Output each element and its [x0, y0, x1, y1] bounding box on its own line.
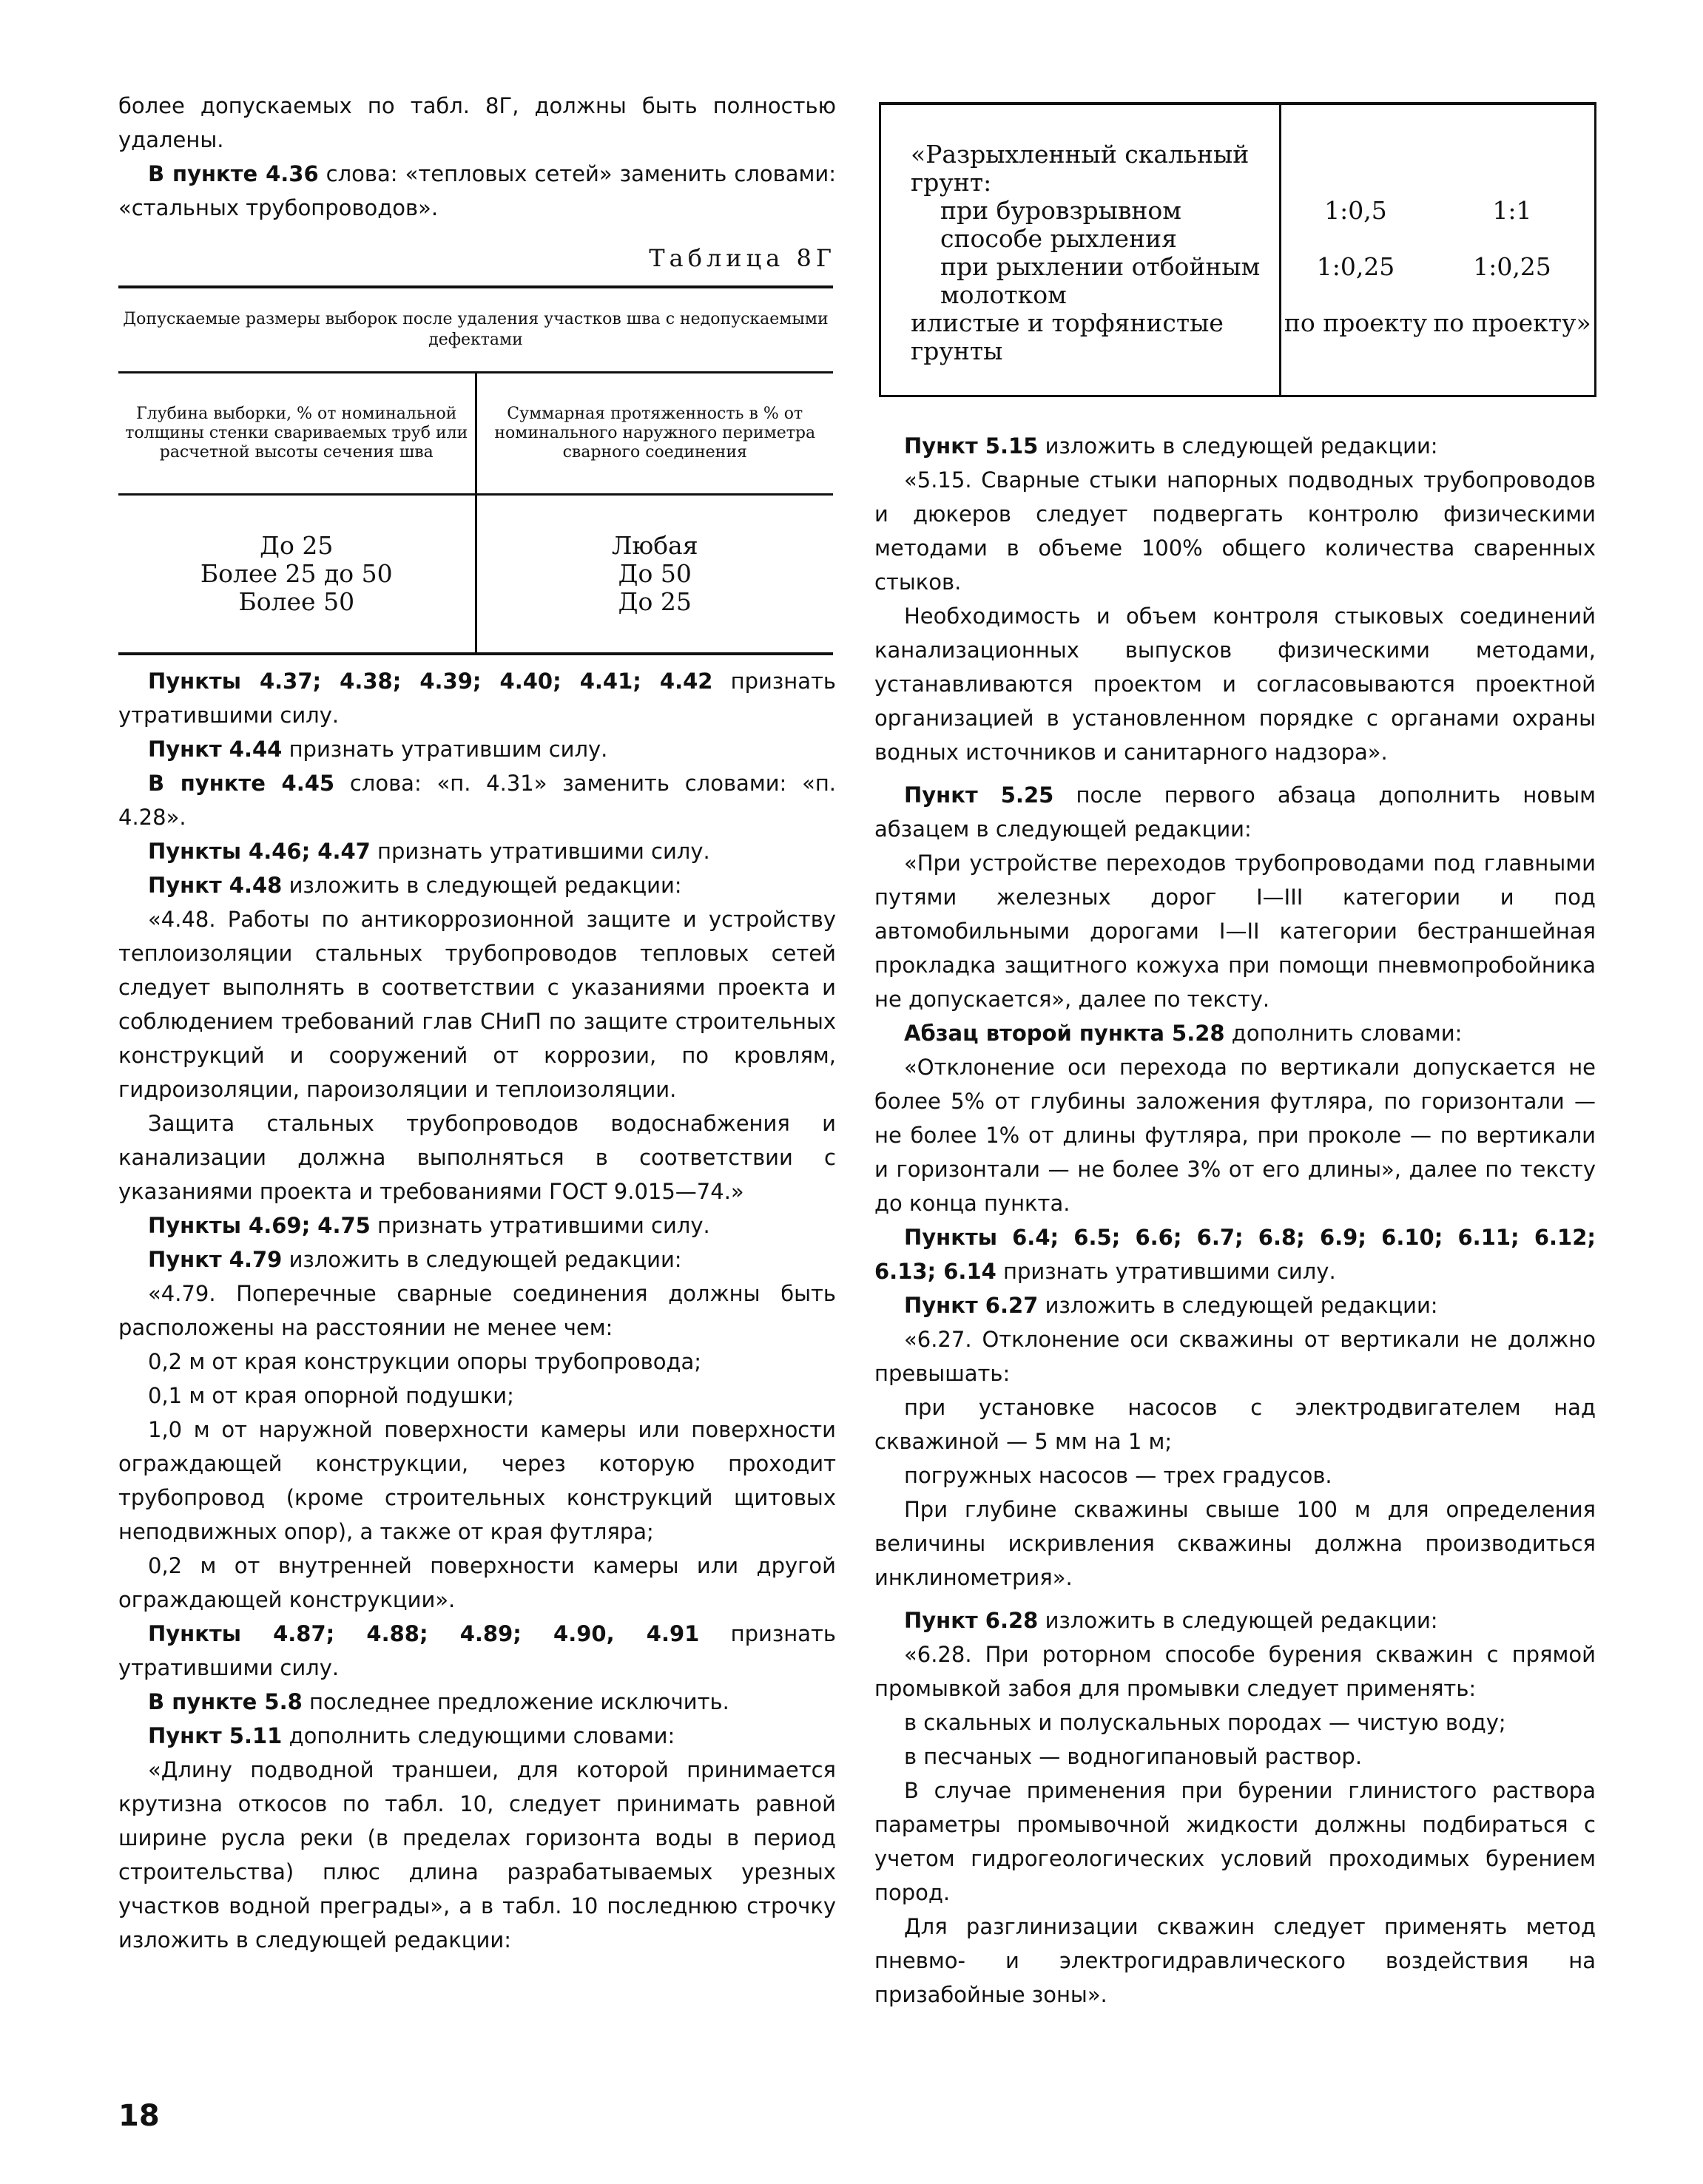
table-value: Более 50 — [238, 587, 355, 616]
paragraph: более допускаемых по табл. 8Г, должны быть полностью удалены. — [118, 93, 836, 152]
clause-ref: Пункт 5.11 — [148, 1723, 283, 1748]
clause-ref: Абзац второй пункта 5.28 — [904, 1021, 1225, 1046]
paragraph — [118, 1617, 836, 1685]
table-col2-header: Суммарная протяженность в % от номинального наружного периметра сварного соединения — [476, 373, 833, 495]
paragraph: в скальных и полускальных породах — чистую воду; — [904, 1710, 1506, 1735]
soil-value: 1:0,5 — [1324, 196, 1387, 225]
paragraph-text: признать утратившими силу. — [118, 669, 837, 728]
paragraph — [118, 1243, 836, 1277]
clause-ref: Пункты 4.37; 4.38; 4.39; 4.40; 4.41; 4.42 — [148, 669, 713, 694]
paragraph — [874, 1288, 1596, 1322]
paragraph: При глубине скважины свыше 100 м для определения величины искривления скважины должна производиться инклинометрия». — [874, 1497, 1596, 1590]
paragraph-text: дополнить словами: — [1224, 1021, 1463, 1046]
paragraph-text: признать утратившими силу. — [370, 1213, 710, 1238]
paragraph — [118, 834, 836, 868]
table-col2-cell — [476, 495, 833, 655]
soil-row-label: при рыхлении отбойным молотком — [940, 252, 1261, 309]
paragraph-text: слова: «тепловых сетей» заменить словами: «стальных трубопроводов». — [118, 161, 836, 220]
clause-ref: Пункт 5.25 — [904, 782, 1054, 808]
paragraph — [118, 1685, 836, 1719]
table-value: До 50 — [618, 559, 692, 588]
paragraph-text: признать утратившими силу. — [118, 1621, 836, 1680]
paragraph-text: изложить в следующей редакции: — [282, 1247, 682, 1272]
paragraph — [118, 766, 836, 834]
clause-ref: Пункты 4.46; 4.47 — [148, 839, 371, 864]
paragraph — [118, 732, 836, 766]
paragraph-text: признать утратившим силу. — [282, 737, 608, 762]
right-column — [874, 429, 1596, 2012]
table-value: До 25 — [260, 531, 334, 560]
clause-ref: Пункт 6.28 — [904, 1608, 1039, 1633]
table-col1-cell — [118, 495, 476, 655]
paragraph-text: изложить в следующей редакции: — [1038, 1293, 1438, 1318]
table-value: Более 25 до 50 — [200, 559, 393, 588]
table-col1-header: Глубина выборки, % от номинальной толщины стенки свариваемых труб или расчетной высоты сечения шва — [118, 373, 476, 495]
clause-ref: Пункты 6.4; 6.5; 6.6; 6.7; 6.8; 6.9; 6.10; 6.11; 6.12; 6.13; 6.14 — [874, 1225, 1596, 1284]
paragraph — [118, 1719, 836, 1753]
paragraph-text: последнее предложение исключить. — [302, 1689, 729, 1714]
page-number: 18 — [118, 2099, 160, 2133]
clause-ref: Пункт 5.15 — [904, 433, 1039, 459]
table-8g — [118, 285, 833, 655]
paragraph: 1,0 м от наружной поверхности камеры или поверхности ограждающей конструкции, через которую проходит трубопровод (кроме строительных конструкций щитовых неподвижных опор), а также от края футляра; — [118, 1417, 836, 1544]
paragraph — [118, 664, 836, 732]
paragraph — [118, 157, 836, 225]
soil-value: по проекту» — [1433, 308, 1591, 337]
paragraph: «4.48. Работы по антикоррозионной защите и устройству теплоизоляции стальных трубопроводов тепловых сетей следует выполнять в соответствии с указаниями проекта и соблюдением требований глав СНиП по защите строительных конструкций и сооружений от коррозии, по кровлям, гидроизоляции, пароизоляции и теплоизоляции. — [118, 907, 836, 1102]
paragraph-text: после первого абзаца дополнить новым абзацем в следующей редакции: — [874, 782, 1596, 842]
paragraph: при установке насосов с электродвигателем над скважиной — 5 мм на 1 м; — [874, 1395, 1596, 1454]
table-header-main: Допускаемые размеры выборок после удаления участков шва с недопускаемыми дефектами — [118, 287, 833, 373]
paragraph-text: слова: «п. 4.31» заменить словами: «п. 4.28». — [118, 771, 837, 830]
paragraph: «Отклонение оси перехода по вертикали допускается не более 5% от глубины заложения футляра, по горизонтали — не более 1% от длины футляра, при проколе — по вертикали и горизонтали — не более 3% от его длины», далее по тексту до конца пункта. — [874, 1055, 1596, 1216]
clause-ref: Пункт 6.27 — [904, 1293, 1039, 1318]
paragraph-text: признать утратившими силу. — [996, 1259, 1336, 1284]
clause-ref: Пункт 4.44 — [148, 737, 283, 762]
paragraph: Защита стальных трубопроводов водоснабжения и канализации должна выполняться в соответствии с указаниями проекта и требованиями ГОСТ 9.015—74.» — [118, 1111, 836, 1204]
paragraph-text: признать утратившими силу. — [370, 839, 710, 864]
table-caption: Таблица 8Г — [649, 244, 836, 272]
paragraph: «5.15. Сварные стыки напорных подводных трубопроводов и дюкеров следует подвергать контролю физическими методами в объеме 100% общего количества сваренных стыков. — [874, 467, 1596, 595]
soil-value: 1:0,25 — [1473, 252, 1551, 281]
paragraph: «6.27. Отклонение оси скважины от вертикали не должно превышать: — [874, 1327, 1596, 1386]
paragraph — [118, 1208, 836, 1243]
paragraph — [118, 868, 836, 902]
soil-row-label: при буровзрывном способе рыхления — [940, 196, 1181, 253]
table-value: Любая — [611, 531, 698, 560]
clause-ref: В пункте 4.36 — [148, 161, 319, 186]
paragraph: в песчаных — водногипановый раствор. — [904, 1744, 1363, 1769]
left-column — [118, 89, 836, 1957]
clause-ref: В пункте 5.8 — [148, 1689, 303, 1714]
paragraph-text: дополнить следующими словами: — [282, 1723, 675, 1748]
paragraph: В случае применения при бурении глинистого раствора параметры промывочной жидкости должны подбираться с учетом гидрогеологических условий проходимых бурением пород. — [874, 1778, 1596, 1905]
paragraph: Для разглинизации скважин следует применять метод пневмо- и электрогидравлического воздействия на призабойные зоны». — [874, 1914, 1596, 2007]
paragraph: «При устройстве переходов трубопроводами под главными путями железных дорог I—III категории и под автомобильными дорогами I—II категории бестраншейная прокладка защитного кожуха при помощи пневмопробойника не допускается», далее по тексту. — [874, 851, 1596, 1012]
paragraph: 0,1 м от края опорной подушки; — [148, 1383, 514, 1408]
clause-ref: Пункты 4.87; 4.88; 4.89; 4.90, 4.91 — [148, 1621, 700, 1646]
soil-value: 1:0,25 — [1316, 252, 1395, 281]
clause-ref: Пункт 4.48 — [148, 873, 283, 898]
table-value: До 25 — [618, 587, 692, 616]
soil-col2-cell — [1281, 104, 1431, 396]
soil-names-cell — [880, 104, 1281, 396]
soil-value: 1:1 — [1492, 196, 1532, 225]
paragraph: 0,2 м от края конструкции опоры трубопровода; — [148, 1349, 702, 1374]
paragraph — [874, 1603, 1596, 1637]
soil-row-label: илистые и торфянистые грунты — [911, 308, 1224, 365]
paragraph-text: изложить в следующей редакции: — [282, 873, 682, 898]
paragraph: 0,2 м от внутренней поверхности камеры или другой ограждающей конструкции». — [118, 1553, 836, 1612]
paragraph-text: изложить в следующей редакции: — [1038, 1608, 1438, 1633]
paragraph-text: изложить в следующей редакции: — [1038, 433, 1438, 459]
paragraph — [874, 429, 1596, 463]
paragraph: погружных насосов — трех градусов. — [904, 1463, 1332, 1488]
clause-ref: В пункте 4.45 — [148, 771, 335, 796]
paragraph: Необходимость и объем контроля стыковых соединений канализационных выпусков физическими методами, устанавливаются проектом и согласовываются проектной организацией в установленном порядке с органами охраны водных источников и санитарного надзора». — [874, 604, 1596, 765]
paragraph: «Длину подводной траншеи, для которой принимается крутизна откосов по табл. 10, следует принимать равной ширине русла реки (в пределах горизонта воды в период строительства) плюс длина разрабатываемых урезных участков водной преграды», а в табл. 10 последнюю строчку изложить в следующей редакции: — [118, 1757, 836, 1953]
clause-ref: Пункты 4.69; 4.75 — [148, 1213, 371, 1238]
soil-value: по проекту — [1284, 308, 1428, 337]
paragraph — [874, 1016, 1596, 1050]
clause-ref: Пункт 4.79 — [148, 1247, 283, 1272]
soil-row-label: «Разрыхленный скальный грунт: — [911, 140, 1250, 197]
soil-slope-table — [879, 102, 1596, 397]
soil-col3-cell — [1430, 104, 1596, 396]
paragraph — [874, 1220, 1596, 1288]
paragraph: «6.28. При роторном способе бурения скважин с прямой промывкой забоя для промывки следует применять: — [874, 1642, 1596, 1701]
paragraph: «4.79. Поперечные сварные соединения должны быть расположены на расстоянии не менее чем: — [118, 1281, 836, 1340]
paragraph — [874, 778, 1596, 846]
